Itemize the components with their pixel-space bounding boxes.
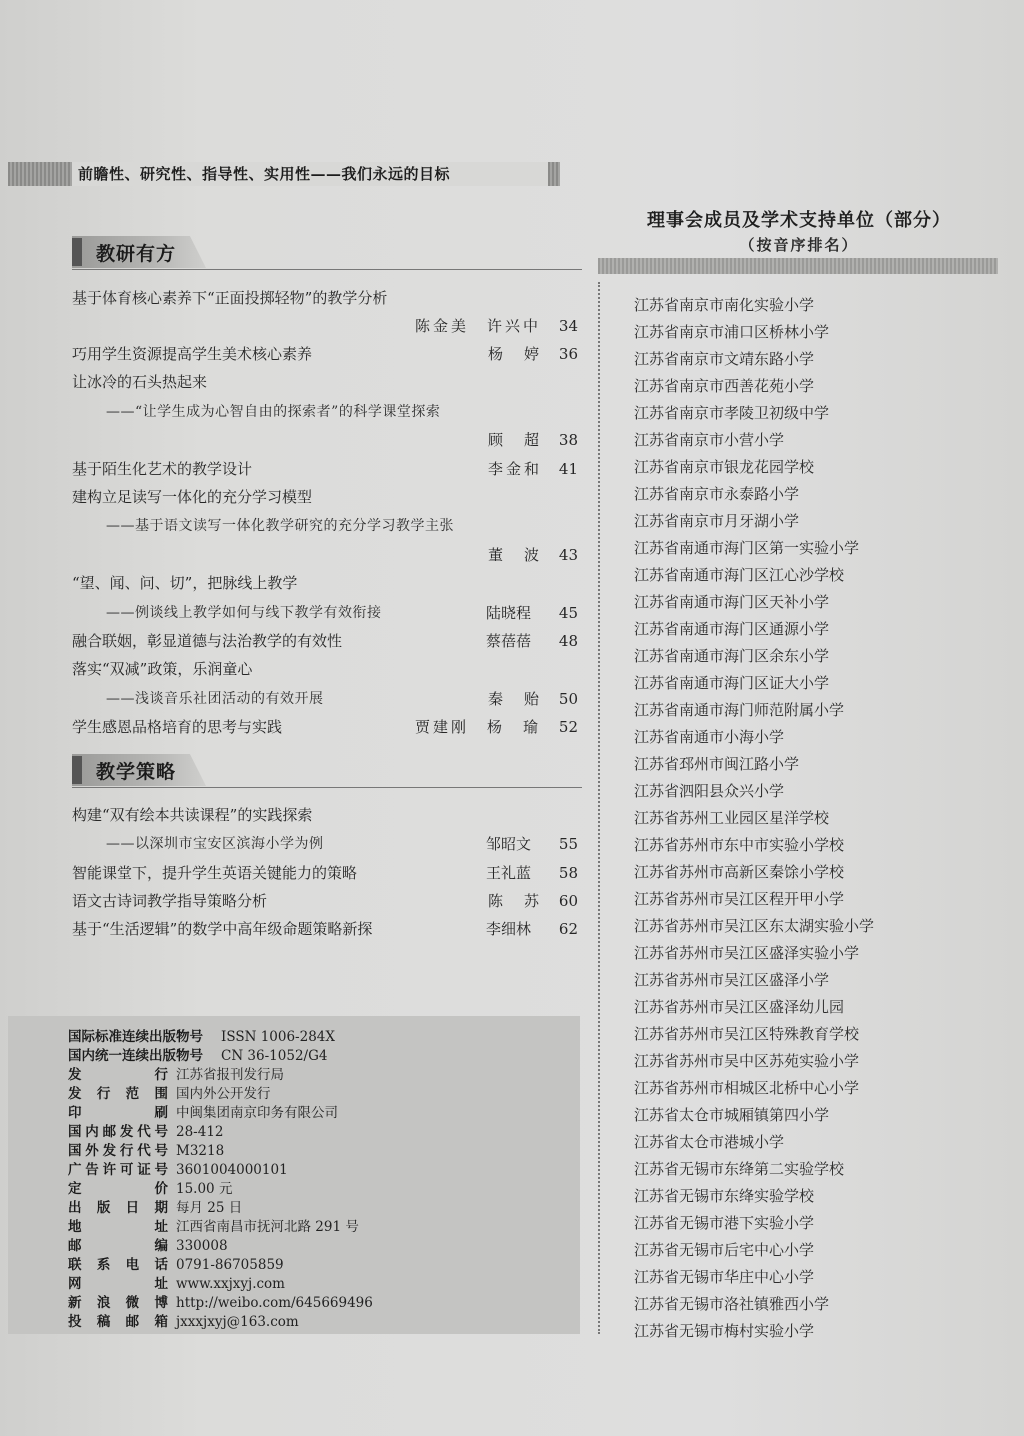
article-authors: 陈 苏 [488,892,543,910]
article-page: 60 [558,892,578,910]
article-authors: 邹昭文 [486,835,532,853]
article-authors: 李金和 [488,460,543,478]
member-school-item: 江苏省苏州市高新区秦馀小学校 [634,863,845,881]
article-subtitle: ——以深圳市宝安区滨海小学为例 [106,836,324,852]
member-school-item: 江苏省苏州市吴中区苏苑实验小学 [634,1052,860,1070]
member-school-item: 江苏省南通市海门区第一实验小学 [634,539,860,557]
info-value: 江苏省报刊发行局 [176,1067,284,1083]
article-authors: 顾 超 [488,431,543,449]
member-school-item: 江苏省太仓市城厢镇第四小学 [634,1106,830,1124]
article-page: 62 [558,920,578,938]
info-row-date [68,1199,242,1218]
info-row-youfa [68,1123,224,1142]
article-authors: 秦 贻 [488,690,543,708]
info-row-phone [68,1256,284,1275]
article-authors: 李细林 [486,920,532,938]
info-row-weibo [68,1294,373,1313]
member-list-subtitle: （按音序排名） [739,236,859,254]
info-key: 出版日期 [68,1200,168,1216]
article-page: 36 [558,345,578,363]
slogan-text: 前瞻性、研究性、指导性、实用性——我们永远的目标 [72,162,548,186]
article-page: 58 [558,864,578,882]
info-key: 国内邮发代号 [68,1124,168,1140]
article-title: “望、闻、问、切”，把脉线上教学 [72,574,298,592]
member-school-item: 江苏省苏州市吴江区程开甲小学 [634,890,845,908]
article-authors: 贾建刚 杨 瑜 [415,718,542,736]
info-row-price [68,1180,232,1199]
article-title: 基于陌生化艺术的教学设计 [72,460,253,478]
member-school-list [634,292,874,1345]
info-value: 江西省南昌市抚河北路 291 号 [176,1219,359,1235]
article-title: 构建“双有绘本共读课程”的实践探索 [72,806,313,824]
member-school-item: 江苏省南通市海门区江心沙学校 [634,566,845,584]
info-row-cn [68,1047,327,1066]
member-school-item: 江苏省邳州市闽江路小学 [634,755,800,773]
member-school-item: 江苏省南通市海门师范附属小学 [634,701,845,719]
info-row-faxing [68,1066,284,1085]
article-title: 基于“生活逻辑”的数学中高年级命题策略新探 [72,920,373,938]
info-key: 地 址 [68,1219,168,1235]
article-authors: 陆晓程 [486,604,532,622]
member-school-item: 江苏省苏州市吴江区盛泽小学 [634,971,830,989]
article-page: 55 [558,835,578,853]
member-school-item: 江苏省苏州工业园区星洋学校 [634,809,830,827]
member-school-item: 江苏省太仓市港城小学 [634,1133,785,1151]
member-school-item: 江苏省南通市海门区通源小学 [634,620,830,638]
article-page: 38 [558,431,578,449]
info-key: 发 行 [68,1067,168,1083]
article-title: 建构立足读写一体化的充分学习模型 [72,488,313,506]
article-subtitle: ——基于语文读写一体化教学研究的充分学习教学主张 [106,518,454,534]
section-header-celve [72,754,582,788]
section-title: 教研有方 [96,243,177,265]
article-title: 智能课堂下，提升学生英语关键能力的策略 [72,864,358,882]
member-school-item: 江苏省南京市浦口区桥林小学 [634,323,830,341]
info-key: 新浪微博 [68,1295,168,1311]
article-title: 基于体育核心素养下“正面投掷轻物”的教学分析 [72,289,388,307]
info-value: 国内外公开发行 [176,1086,271,1102]
member-school-item: 江苏省无锡市洛社镇雅西小学 [634,1295,830,1313]
info-value: 15.00 元 [176,1181,233,1197]
member-list-band [598,258,998,274]
info-row-email [68,1313,299,1332]
article-page: 50 [558,690,578,708]
article-title: 让冰冷的石头热起来 [72,373,208,391]
member-list-title: 理事会成员及学术支持单位（部分） [647,210,951,231]
info-row-guanggao [68,1161,288,1180]
info-row-website [68,1275,285,1294]
info-key: 网 址 [68,1276,168,1292]
article-subtitle: ——例谈线上教学如何与线下教学有效衔接 [106,605,382,621]
article-subtitle: ——浅谈音乐社团活动的有效开展 [106,691,324,707]
member-school-item: 江苏省苏州市吴江区东太湖实验小学 [634,917,875,935]
member-school-item: 江苏省南京市西善花苑小学 [634,377,815,395]
publication-info-box [8,1016,580,1334]
info-key: 国内统一连续出版物号 [68,1048,203,1064]
info-value: 0791-86705859 [176,1257,284,1273]
member-school-item: 江苏省苏州市吴江区盛泽实验小学 [634,944,860,962]
info-key: 广告许可证号 [68,1162,168,1178]
member-school-item: 江苏省南京市南化实验小学 [634,296,815,314]
article-title: 学生感恩品格培育的思考与实践 [72,718,283,736]
info-key: 国际标准连续出版物号 [68,1029,203,1045]
member-school-item: 江苏省泗阳县众兴小学 [634,782,785,800]
article-title: 巧用学生资源提高学生美术核心素养 [72,345,313,363]
info-value: 3601004000101 [176,1162,288,1178]
member-school-item: 江苏省无锡市东绛实验学校 [634,1187,815,1205]
article-title: 落实“双减”政策，乐润童心 [72,660,253,678]
member-school-item: 江苏省苏州市吴江区盛泽幼儿园 [634,998,845,1016]
article-page: 41 [558,460,578,478]
member-school-item: 江苏省南通市海门区证大小学 [634,674,830,692]
member-school-item: 江苏省无锡市东绛第二实验学校 [634,1160,845,1178]
article-authors: 陈金美 许兴中 [415,317,542,335]
info-key: 印 刷 [68,1105,168,1121]
section-mark [72,238,82,266]
article-page: 48 [558,632,578,650]
article-authors: 杨 婷 [488,345,543,363]
member-school-item: 江苏省南京市永泰路小学 [634,485,800,503]
member-school-item: 江苏省南京市月牙湖小学 [634,512,800,530]
info-value: CN 36-1052/G4 [221,1048,328,1064]
info-value: 中闽集团南京印务有限公司 [176,1105,338,1121]
article-subtitle: ——“让学生成为心智自由的探索者”的科学课堂探索 [106,404,441,420]
article-title: 语文古诗词教学指导策略分析 [72,892,268,910]
section-mark [72,756,82,784]
member-school-item: 江苏省无锡市华庄中心小学 [634,1268,815,1286]
member-school-item: 江苏省南京市银龙花园学校 [634,458,815,476]
member-school-item: 江苏省南京市孝陵卫初级中学 [634,404,830,422]
info-value: 每月 25 日 [176,1200,243,1216]
info-key: 邮 编 [68,1238,168,1254]
section-title: 教学策略 [96,761,177,783]
info-value: jxxxjxyj@163.com [176,1314,299,1330]
section-rule [72,269,582,270]
article-page: 43 [558,546,578,564]
info-key: 投稿邮箱 [68,1314,168,1330]
article-title: 融合联姻，彰显道德与法治教学的有效性 [72,632,343,650]
info-value: http://weibo.com/645669496 [176,1295,373,1311]
info-row-postcode [68,1237,228,1256]
info-row-fanwei [68,1085,271,1104]
member-school-item: 江苏省无锡市港下实验小学 [634,1214,815,1232]
article-authors: 董 波 [488,546,543,564]
info-row-guowai [68,1142,224,1161]
dotted-divider [598,282,600,1334]
info-value: ISSN 1006-284X [221,1029,335,1045]
member-school-item: 江苏省苏州市东中市实验小学校 [634,836,845,854]
info-value: www.xxjxyj.com [176,1276,285,1292]
info-value: M3218 [176,1143,225,1159]
article-page: 52 [558,718,578,736]
member-school-item: 江苏省苏州市吴江区特殊教育学校 [634,1025,860,1043]
article-authors: 蔡蓓蓓 [486,632,532,650]
info-row-yinshua [68,1104,338,1123]
member-school-item: 江苏省南通市海门区天补小学 [634,593,830,611]
member-school-item: 江苏省南京市文靖东路小学 [634,350,815,368]
member-school-item: 江苏省苏州市相城区北桥中心小学 [634,1079,860,1097]
article-authors: 王礼蓝 [486,864,532,882]
info-key: 定 价 [68,1181,168,1197]
info-value: 330008 [176,1238,228,1254]
info-key: 发行范围 [68,1086,168,1102]
member-school-item: 江苏省南京市小营小学 [634,431,785,449]
section-rule [72,787,582,788]
article-page: 45 [558,604,578,622]
member-school-item: 江苏省南通市小海小学 [634,728,785,746]
section-header-jiaoyan [72,236,582,270]
info-key: 国外发行代号 [68,1143,168,1159]
info-row-address [68,1218,359,1237]
info-value: 28-412 [176,1124,224,1140]
member-school-item: 江苏省南通市海门区余东小学 [634,647,830,665]
article-page: 34 [558,317,578,335]
info-key: 联系电话 [68,1257,168,1273]
info-row-issn [68,1028,335,1047]
member-school-item: 江苏省无锡市后宅中心小学 [634,1241,815,1259]
member-school-item: 江苏省无锡市梅村实验小学 [634,1322,815,1340]
